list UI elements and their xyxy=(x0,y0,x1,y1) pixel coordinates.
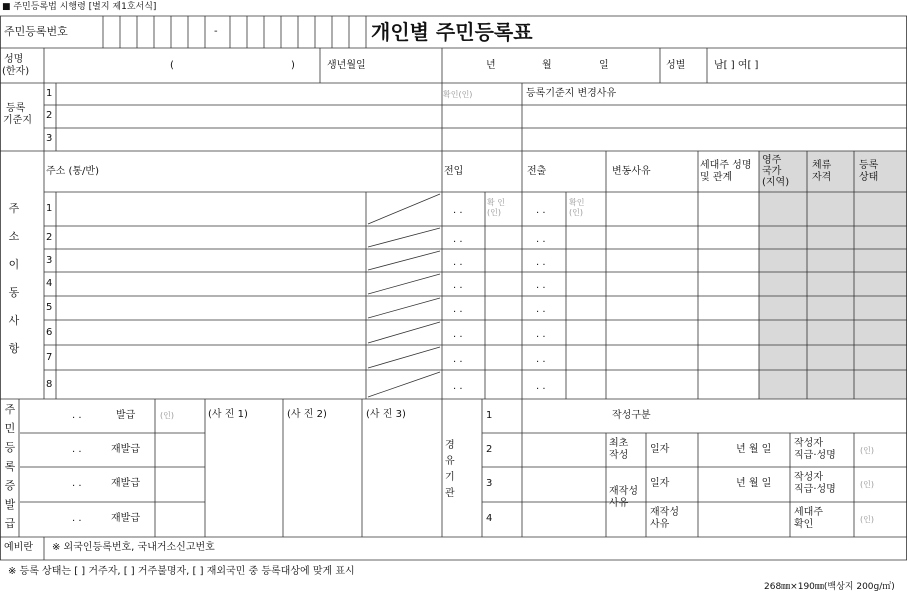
domicile-change-reason: 등록기준지 변경사유 xyxy=(526,88,617,99)
reissue-label: 재발급 xyxy=(111,444,140,455)
address-side-char: 소 xyxy=(8,230,20,243)
country-header-2: 국가 xyxy=(762,166,782,177)
reason-header: 변동사유 xyxy=(612,166,651,177)
address-side-char: 항 xyxy=(8,342,20,355)
head-confirm-seal: (인) xyxy=(860,515,874,524)
domicile-label-1: 등록 xyxy=(6,103,26,114)
issue-seal: (인) xyxy=(160,411,174,420)
move-out-confirm-seal: (인) xyxy=(569,208,583,217)
domicile-confirm: 확인(인) xyxy=(443,90,473,99)
country-header-1: 영주 xyxy=(762,155,782,166)
writer-seal: (인) xyxy=(860,480,874,489)
address-row-num: 3 xyxy=(46,255,53,266)
reissue-date: . . xyxy=(72,444,82,455)
address-side-char: 주 xyxy=(8,202,20,215)
writer-label-2: 직급·성명 xyxy=(794,484,836,495)
address-row-num: 6 xyxy=(46,327,53,338)
card-side-char: 증 xyxy=(4,479,16,492)
move-in-confirm-seal: (인) xyxy=(487,208,501,217)
card-side-char: 주 xyxy=(4,403,16,416)
photo-3-label: (사 진 3) xyxy=(366,409,406,420)
address-header: 주소 (통/반) xyxy=(46,166,99,177)
writer-label-2: 직급·성명 xyxy=(794,450,836,461)
stay-header-2: 자격 xyxy=(812,172,832,183)
address-side-char: 사 xyxy=(8,314,20,327)
move-in-confirm: 확 인 xyxy=(487,198,505,207)
via-side-char: 기 xyxy=(445,472,455,483)
move-in-date: . . xyxy=(453,257,463,268)
move-out-date: . . xyxy=(536,257,546,268)
card-side-char: 민 xyxy=(4,422,16,435)
first-write-1: 최초 xyxy=(609,438,629,449)
page-title: 개인별 주민등록표 xyxy=(371,20,533,44)
first-write-2: 작성 xyxy=(609,450,629,461)
law-reference: ■ 주민등록법 시행령 [별지 제1호서식] xyxy=(2,2,157,12)
birth-year: 년 xyxy=(486,60,496,71)
head-confirm-2: 확인 xyxy=(794,519,814,530)
address-row-num: 7 xyxy=(46,352,53,363)
move-in-date: . . xyxy=(453,304,463,315)
card-side-char: 등 xyxy=(4,441,16,454)
via-side-char: 유 xyxy=(445,456,455,467)
footnote: ※ 등록 상태는 [ ] 거주자, [ ] 거주불명자, [ ] 재외국민 중 등록대상에 맞게 표시 xyxy=(8,566,355,577)
move-in-header: 전입 xyxy=(444,166,464,177)
status-header-2: 상태 xyxy=(859,172,879,183)
status-header-1: 등록 xyxy=(859,160,879,171)
rewrite-reason-b2: 사유 xyxy=(650,519,670,530)
date-label: 일자 xyxy=(650,478,670,489)
writer-label-1: 작성자 xyxy=(794,438,823,449)
head-relation-header-2: 및 관계 xyxy=(700,172,733,183)
write-type-label: 작성구분 xyxy=(612,410,651,421)
name-label-1: 성명 xyxy=(4,54,24,65)
via-row-num: 3 xyxy=(486,478,493,489)
issue-label: 발급 xyxy=(116,410,136,421)
address-row-num: 2 xyxy=(46,232,53,243)
address-row-num: 1 xyxy=(46,203,53,214)
head-confirm-1: 세대주 xyxy=(794,507,823,518)
photo-1-label: (사 진 1) xyxy=(208,409,248,420)
domicile-row-num: 3 xyxy=(46,133,53,144)
reissue-date: . . xyxy=(72,513,82,524)
via-side-char: 관 xyxy=(445,488,455,499)
via-row-num: 2 xyxy=(486,444,493,455)
name-paren-close: ) xyxy=(291,60,295,71)
address-row-num: 8 xyxy=(46,379,53,390)
head-relation-header-1: 세대주 성명 xyxy=(700,160,752,171)
move-out-date: . . xyxy=(536,234,546,245)
move-out-header: 전출 xyxy=(527,166,547,177)
writer-seal: (인) xyxy=(860,446,874,455)
birth-month: 월 xyxy=(542,60,552,71)
via-row-num: 4 xyxy=(486,513,493,524)
rrn-label: 주민등록번호 xyxy=(4,25,68,38)
remarks-text: ※ 외국인등록번호, 국내거소신고번호 xyxy=(52,542,215,553)
move-out-date: . . xyxy=(536,304,546,315)
move-out-date: . . xyxy=(536,381,546,392)
move-in-date: . . xyxy=(453,329,463,340)
rewrite-reason-2: 사유 xyxy=(609,498,629,509)
move-out-date: . . xyxy=(536,280,546,291)
via-side-char: 경 xyxy=(445,440,455,451)
move-in-date: . . xyxy=(453,354,463,365)
birth-label: 생년월일 xyxy=(327,60,366,71)
card-side-char: 록 xyxy=(4,460,16,473)
rewrite-ymd: 년 월 일 xyxy=(736,478,772,489)
rrn-dash: - xyxy=(214,26,218,37)
photo-2-label: (사 진 2) xyxy=(287,409,327,420)
remarks-label: 예비란 xyxy=(4,542,33,553)
move-out-date: . . xyxy=(536,354,546,365)
rewrite-reason-b1: 재작성 xyxy=(650,507,679,518)
reissue-date: . . xyxy=(72,478,82,489)
address-side-char: 동 xyxy=(8,286,20,299)
move-out-date: . . xyxy=(536,205,546,216)
move-in-date: . . xyxy=(453,381,463,392)
via-row-num: 1 xyxy=(486,410,493,421)
writer-label-1: 작성자 xyxy=(794,472,823,483)
sex-options[interactable]: 남[ ] 여[ ] xyxy=(714,60,759,71)
domicile-label-2: 기준지 xyxy=(3,115,32,126)
move-out-confirm: 확인 xyxy=(569,198,585,207)
first-write-ymd: 년 월 일 xyxy=(736,444,772,455)
name-paren-open: ( xyxy=(170,60,174,71)
name-label-2: (한자) xyxy=(2,66,30,77)
paper-spec: 268㎜×190㎜(백상지 200g/㎡) xyxy=(764,582,895,592)
domicile-row-num: 1 xyxy=(46,88,53,99)
address-side-char: 이 xyxy=(8,258,20,271)
card-side-char: 급 xyxy=(4,517,16,530)
stay-header-1: 체류 xyxy=(812,160,832,171)
date-label: 일자 xyxy=(650,444,670,455)
birth-day: 일 xyxy=(599,60,609,71)
sex-label: 성별 xyxy=(666,60,686,71)
address-row-num: 5 xyxy=(46,302,53,313)
country-header-3: (지역) xyxy=(762,177,790,188)
issue-date: . . xyxy=(72,410,82,421)
move-in-date: . . xyxy=(453,234,463,245)
domicile-row-num: 2 xyxy=(46,110,53,121)
card-side-char: 발 xyxy=(4,498,16,511)
move-in-date: . . xyxy=(453,280,463,291)
rewrite-reason-1: 재작성 xyxy=(609,486,638,497)
reissue-label: 재발급 xyxy=(111,513,140,524)
move-out-date: . . xyxy=(536,329,546,340)
move-in-date: . . xyxy=(453,205,463,216)
reissue-label: 재발급 xyxy=(111,478,140,489)
address-row-num: 4 xyxy=(46,278,53,289)
